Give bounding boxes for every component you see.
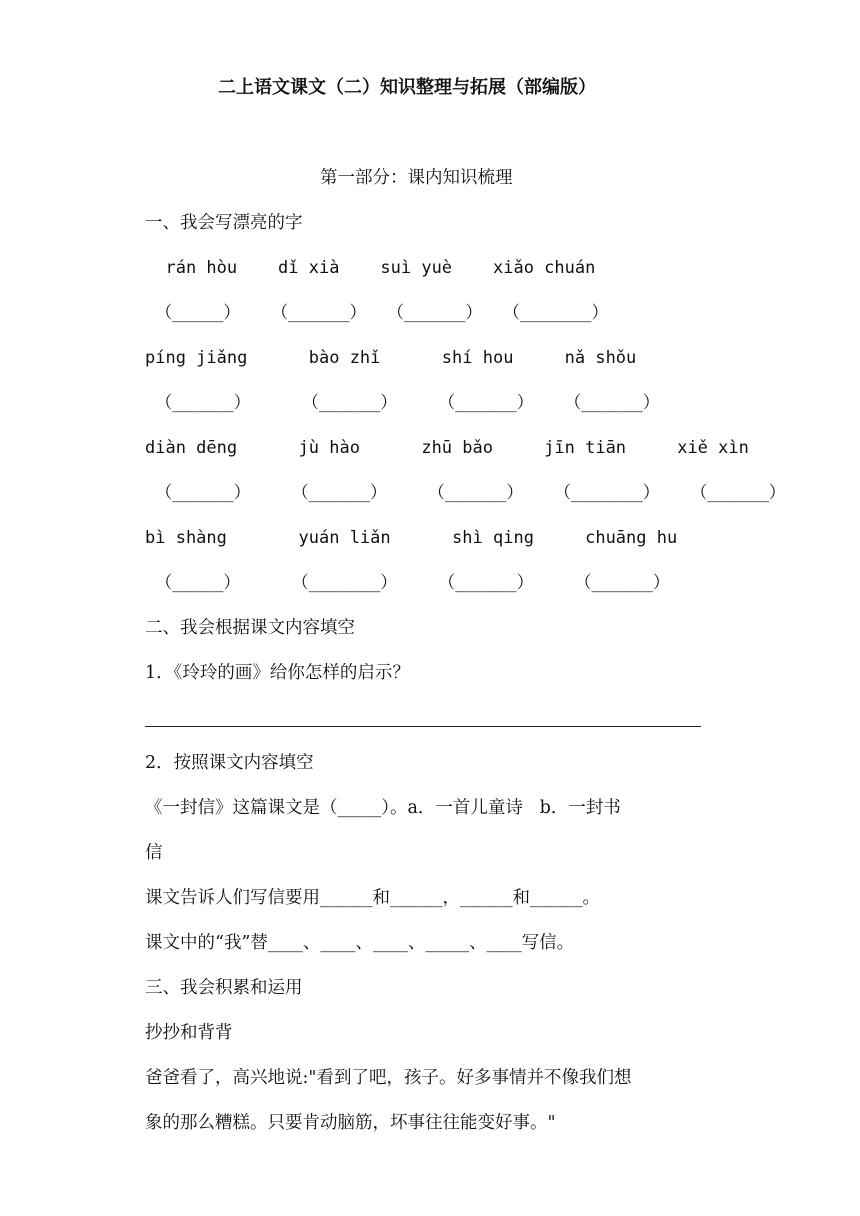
part-heading: 第一部分：课内知识梳理 [320,168,513,188]
passage-text: 爸爸看了，高兴地说:"看到了吧，孩子。好多事情并不像我们想 [145,1068,632,1088]
answer-blanks-row: （______） （______） （______） （______） [145,393,660,413]
document-title: 二上语文课文（二）知识整理与拓展（部编版） [218,77,596,98]
subheading: 抄抄和背背 [145,1023,233,1043]
fill-in-line: 课文中的“我”替____、____、____、_____、____写信。 [145,933,575,953]
fill-in-line: 《一封信》这篇课文是（_____）。a．一首儿童诗 b．一封书 [145,798,621,818]
question-1: 1．《玲玲的画》给你怎样的启示？ [145,663,410,683]
pinyin-row: píng jiǎng bào zhǐ shí hou nǎ shǒu [145,348,637,368]
section-heading: 二、我会根据课文内容填空 [145,618,355,638]
pinyin-row: rán hòu dǐ xià suì yuè xiǎo chuán [145,258,596,278]
answer-line [145,726,701,727]
section-heading: 一、我会写漂亮的字 [145,213,303,233]
pinyin-row: bì shàng yuán liǎn shì qing chuāng hu [145,528,678,548]
fill-in-line-continued: 信 [145,843,163,863]
answer-blanks-row: （_____） （_______） （______） （______） [145,573,670,593]
pinyin-row: diàn dēng jù hào zhū bǎo jīn tiān xiě xìn [145,438,749,458]
answer-blanks-row: （_____） （______） （______） （_______） [145,303,609,323]
fill-in-line: 课文告诉人们写信要用______和______，______和______。 [145,888,600,908]
answer-blanks-row: （______） （______） （______） （_______） （______） [145,483,786,503]
question-2: 2．按照课文内容填空 [145,753,314,773]
passage-text: 象的那么糟糕。只要肯动脑筋，坏事往往能变好事。" [145,1113,556,1133]
section-heading: 三、我会积累和运用 [145,978,303,998]
